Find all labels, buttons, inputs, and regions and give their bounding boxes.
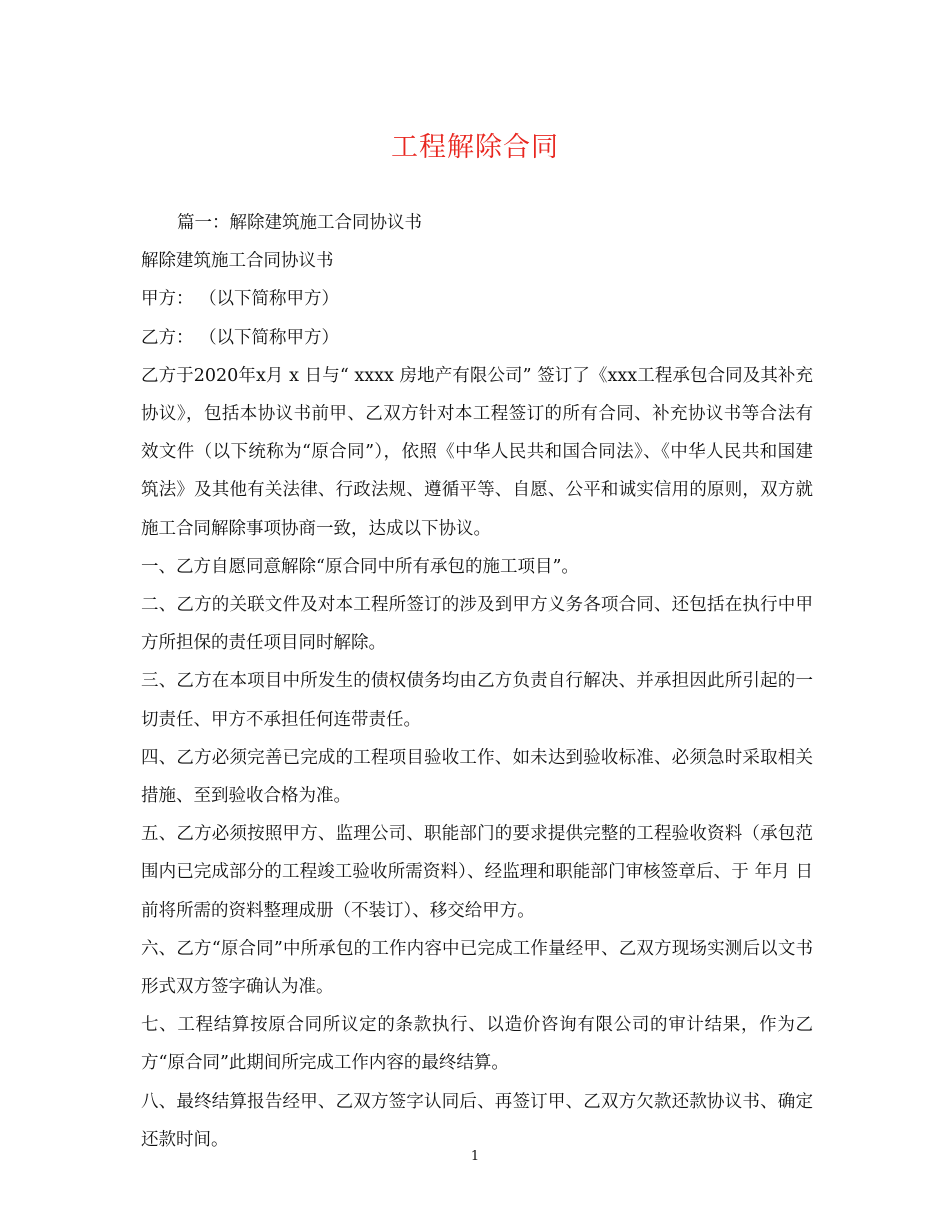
clause-6: 六、乙方“原合同”中所承包的工作内容中已完成工作量经甲、乙双方现场实测后以文书形式双方签字确认为准。	[141, 938, 813, 998]
clause-1: 一、乙方自愿同意解除“原合同中所有承包的施工项目”。	[141, 556, 579, 577]
clause-7: 七、工程结算按原合同所议定的条款执行、以造价咨询有限公司的审计结果，作为乙方“原合同”此期间所完成工作内容的最终结算。	[141, 1015, 813, 1074]
party-b-line: 乙方： （以下简称甲方）	[141, 327, 340, 348]
clause-3: 三、乙方在本项目中所发生的债权债务均由乙方负责自行解决、并承担因此所引起的一切责任、甲方不承担任何连带责任。	[141, 671, 813, 730]
page-number: 1	[470, 1149, 480, 1164]
clause-2: 二、乙方的关联文件及对本工程所签订的涉及到甲方义务各项合同、还包括在执行中甲方所担保的责任项目同时解除。	[141, 595, 813, 654]
document-title: 工程解除合同	[391, 132, 559, 163]
clause-8: 八、最终结算报告经甲、乙双方签字认同后、再签订甲、乙双方欠款还款协议书、确定还款时间。	[141, 1091, 813, 1150]
clause-5: 五、乙方必须按照甲方、监理公司、职能部门的要求提供完整的工程验收资料（承包范围内已完成部分的工程竣工验收所需资料）、经监理和职能部门审核签章后、于 年月 日前将所需的资料整理成册（不装订）、移交给甲方。	[141, 824, 813, 921]
party-a-line: 甲方： （以下简称甲方）	[141, 289, 340, 310]
clause-4: 四、乙方必须完善已完成的工程项目验收工作、如未达到验收标准、必须急时采取相关措施、至到验收合格为准。	[141, 747, 813, 807]
section-heading: 篇一：解除建筑施工合同协议书	[177, 213, 422, 233]
document-body	[141, 204, 813, 1159]
agreement-name: 解除建筑施工合同协议书	[141, 251, 334, 272]
preamble-paragraph: 乙方于2020年x月 x 日与“ xxxx 房地产有限公司” 签订了《xxx工程承包合同及其补充协议》，包括本协议书前甲、乙双方针对本工程签订的所有合同、补充协议书等合法有效文件（以下统称为“原合同”），依照《中华人民共和国合同法》、《中华人民共和国建筑法》及其他有关法律、行政法规、遵循平等、自愿、公平和诚实信用的原则，双方就施工合同解除事项协商一致，达成以下协议。	[141, 365, 813, 539]
